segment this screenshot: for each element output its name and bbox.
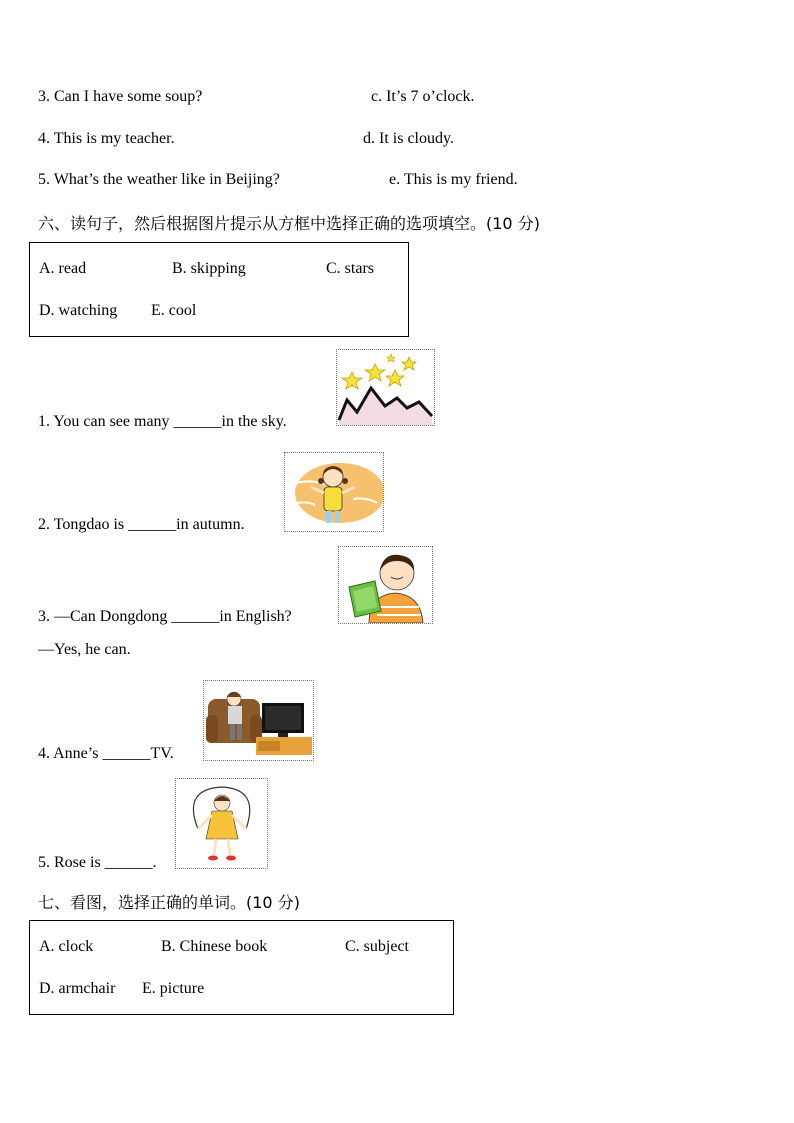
question-3: 3. —Can Dongdong ______in English? <box>38 608 292 625</box>
girl-autumn-wind-picture <box>284 452 384 532</box>
girl-autumn-illustration <box>285 453 383 531</box>
option-d: D. armchair <box>39 980 116 997</box>
question-2: 2. Tongdao is ______in autumn. <box>38 516 245 533</box>
option-c: C. subject <box>345 938 409 955</box>
matching-question-5: 5. What’s the weather like in Beijing? <box>38 171 280 188</box>
girl-watching-tv-illustration <box>204 681 313 760</box>
girl-skipping-illustration <box>176 779 267 868</box>
section-7-heading: 七、看图，选择正确的单词。(10 分) <box>38 893 300 912</box>
matching-answer-e: e. This is my friend. <box>389 171 518 188</box>
question-5: 5. Rose is ______. <box>38 854 157 871</box>
matching-answer-c: c. It’s 7 o’clock. <box>371 88 475 105</box>
girl-skipping-rope-picture <box>175 778 268 869</box>
matching-question-3: 3. Can I have some soup? <box>38 88 203 105</box>
option-e: E. cool <box>151 302 197 319</box>
stars-mountain-illustration <box>337 350 434 425</box>
section-6-options-box <box>29 242 409 337</box>
option-e: E. picture <box>142 980 205 997</box>
boy-reading-book-picture <box>338 546 433 624</box>
question-3-answer: —Yes, he can. <box>38 641 131 658</box>
matching-answer-d: d. It is cloudy. <box>363 130 454 147</box>
section-7-options-box <box>29 920 454 1015</box>
girl-watching-tv-picture <box>203 680 314 761</box>
boy-reading-illustration <box>339 547 432 623</box>
question-4: 4. Anne’s ______TV. <box>38 745 174 762</box>
option-a: A. read <box>39 260 87 277</box>
option-c: C. stars <box>326 260 374 277</box>
option-b: B. skipping <box>172 260 246 277</box>
option-d: D. watching <box>39 302 118 319</box>
option-a: A. clock <box>39 938 94 955</box>
stars-mountain-picture <box>336 349 435 426</box>
section-6-heading: 六、读句子，然后根据图片提示从方框中选择正确的选项填空。(10 分) <box>38 214 540 233</box>
question-1: 1. You can see many ______in the sky. <box>38 413 287 430</box>
option-b: B. Chinese book <box>161 938 268 955</box>
matching-question-4: 4. This is my teacher. <box>38 130 175 147</box>
